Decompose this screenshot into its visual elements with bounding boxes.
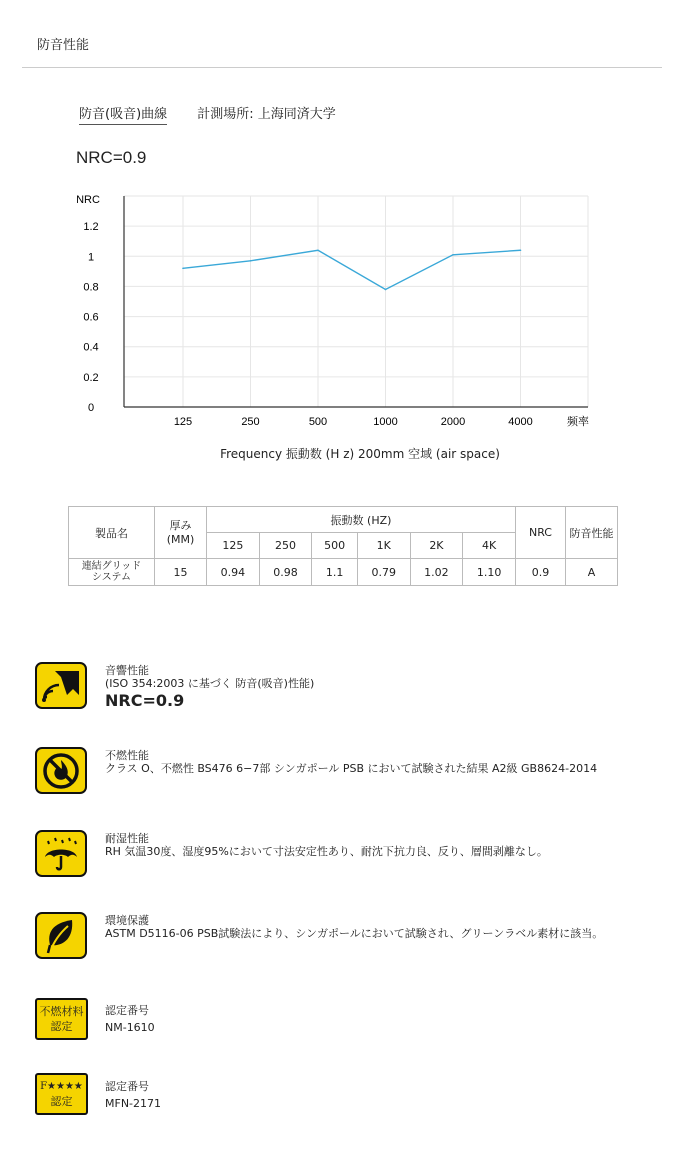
data-point xyxy=(250,260,252,262)
data-point xyxy=(385,289,387,291)
y-tick-label: 0.6 xyxy=(83,311,99,324)
feature-title: 音響性能 xyxy=(105,664,149,677)
frequency-caption: Frequency 振動数 (H z) 200mm 空域 (air space) xyxy=(220,447,500,461)
data-point xyxy=(452,254,454,256)
cell-value: 0.98 xyxy=(259,559,312,586)
y-tick-label: 0.2 xyxy=(83,371,99,384)
feature-desc: RH 気温30度、湿度95%において寸法安定性あり、耐沈下抗力良、反り、層間剥離なし。 xyxy=(105,845,548,858)
badge-line2: 認定 xyxy=(50,1095,73,1108)
chart-caption xyxy=(79,103,336,122)
header-freq-col: 250 xyxy=(259,533,312,559)
cell-value: 1.10 xyxy=(463,559,516,586)
badge-line1: 不燃材料 xyxy=(39,1005,84,1018)
section-title: 防音性能 xyxy=(37,38,90,53)
cell-value: 0.79 xyxy=(357,559,410,586)
header-freq-col: 1K xyxy=(357,533,410,559)
feature-desc: (ISO 354:2003 に基づく 防音(吸音)性能) xyxy=(105,677,315,690)
certification-1 xyxy=(105,1002,155,1036)
y-tick-label: 0 xyxy=(87,402,95,414)
cert-number: MFN-2171 xyxy=(105,1097,162,1110)
measurement-location: 計測場所: 上海同済大学 xyxy=(197,107,336,122)
y-axis-label: NRC xyxy=(76,194,100,206)
certification-2 xyxy=(105,1078,161,1112)
badge-line1: F★★★★ xyxy=(40,1081,83,1092)
cell-product: 連結グリッド システム xyxy=(69,559,155,586)
x-tick-label: 500 xyxy=(308,416,328,428)
header-thickness: 厚み (MM) xyxy=(155,507,207,559)
no-fire-icon xyxy=(35,747,87,794)
f4star-badge xyxy=(35,1073,88,1115)
data-point xyxy=(182,268,184,270)
cell-thickness: 15 xyxy=(155,559,207,586)
cell-value: 1.1 xyxy=(312,559,357,586)
y-tick-label: 1 xyxy=(87,251,95,264)
nonflammable-badge xyxy=(35,998,88,1040)
cell-nrc: 0.9 xyxy=(516,559,566,586)
header-nrc: NRC xyxy=(516,507,566,559)
y-tick-label: 1.2 xyxy=(83,221,99,234)
feature-desc: クラス O、不燃性 BS476 6−7部 シンガポール PSB において試験された結果 A2級 GB8624-2014 xyxy=(105,762,598,775)
header-frequency: 振動数 (HZ) xyxy=(207,507,516,533)
feature-title: 耐湿性能 xyxy=(105,832,149,845)
cert-label: 認定番号 xyxy=(105,1080,149,1093)
cell-value: 1.02 xyxy=(410,559,463,586)
header-product: 製品名 xyxy=(69,507,155,559)
y-tick-label: 0.8 xyxy=(83,281,99,294)
curve-title: 防音(吸音)曲線 xyxy=(79,107,167,125)
x-tick-label: 4000 xyxy=(508,416,533,428)
header-freq-col: 125 xyxy=(207,533,260,559)
x-tick-label: 1000 xyxy=(373,416,398,428)
header-freq-col: 500 xyxy=(312,533,357,559)
cell-value: 0.94 xyxy=(207,559,260,586)
feature-desc: ASTM D5116-06 PSB試験法により、シンガポールにおいて試験され、グリーンラベル素材に該当。 xyxy=(105,927,604,940)
y-tick-label: 0.4 xyxy=(83,341,99,354)
cert-label: 認定番号 xyxy=(105,1004,149,1017)
nrc-chart xyxy=(60,188,620,438)
header-rating: 防音性能 xyxy=(566,507,618,559)
nrc-heading: NRC=0.9 xyxy=(76,148,147,167)
feature-nrc: NRC=0.9 xyxy=(105,691,185,710)
header-freq-col: 4K xyxy=(463,533,516,559)
spec-table xyxy=(68,506,618,586)
x-unit-label: 频率 xyxy=(567,415,589,428)
table-row xyxy=(69,559,618,586)
umbrella-rain-icon xyxy=(35,830,87,877)
header-freq-col: 2K xyxy=(410,533,463,559)
leaf-icon xyxy=(35,912,87,959)
feature-title: 不燃性能 xyxy=(105,749,149,762)
badge-line2: 認定 xyxy=(50,1020,73,1033)
feature-title: 環境保護 xyxy=(105,914,149,927)
data-point xyxy=(317,249,319,251)
cell-rating: A xyxy=(566,559,618,586)
sound-icon xyxy=(35,662,87,709)
x-tick-label: 2000 xyxy=(440,416,466,428)
x-tick-label: 125 xyxy=(173,416,193,428)
divider xyxy=(22,67,662,68)
data-point xyxy=(520,249,522,251)
cert-number: NM-1610 xyxy=(105,1021,155,1034)
x-tick-label: 250 xyxy=(241,416,260,428)
